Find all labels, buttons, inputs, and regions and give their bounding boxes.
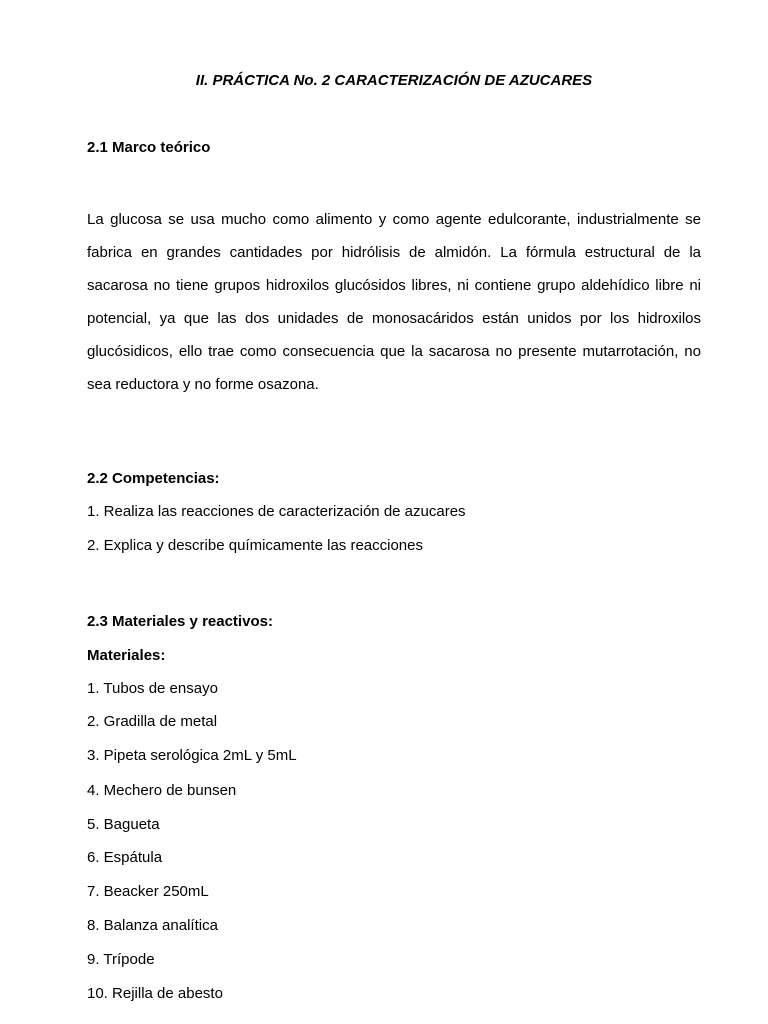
marco-teorico-paragraph: La glucosa se usa mucho como alimento y como agente edulcorante, industrialmente se fabrica en grandes cantidades por hidrólisis de almidón. La fórmula estructural de la sacarosa no tiene grupos hidroxilos glucósidos libres, ni contiene grupo aldehídico libre ni potencial, ya que las dos unidades de monosacáridos están unidos por los hidroxilos glucósidicos, ello trae como consecuencia que la sacarosa no presente mutarrotación, no sea reductora y no forme osazona. — [87, 211, 701, 393]
section-heading-materiales-reactivos: 2.3 Materiales y reactivos: — [87, 613, 273, 630]
material-item: 3. Pipeta serológica 2mL y 5mL — [87, 747, 297, 764]
material-item: 8. Balanza analítica — [87, 917, 218, 934]
material-item: 2. Gradilla de metal — [87, 713, 218, 730]
section-heading-competencias: 2.2 Competencias: — [87, 470, 220, 487]
material-item: 6. Espátula — [87, 849, 163, 866]
section-heading-marco-teorico: 2.1 Marco teórico — [87, 139, 211, 156]
material-item: 7. Beacker 250mL — [87, 883, 209, 900]
subheading-materiales: Materiales: — [87, 647, 166, 664]
competencia-item: 1. Realiza las reacciones de caracterización de azucares — [87, 503, 466, 520]
material-item: 4. Mechero de bunsen — [87, 782, 237, 799]
document-title: II. PRÁCTICA No. 2 CARACTERIZACIÓN DE AZUCARES — [195, 72, 593, 89]
material-item: 5. Bagueta — [87, 816, 160, 833]
material-item: 10. Rejilla de abesto — [87, 985, 223, 1002]
competencia-item: 2. Explica y describe químicamente las reacciones — [87, 537, 423, 554]
material-item: 9. Trípode — [87, 951, 155, 968]
material-item: 1. Tubos de ensayo — [87, 680, 218, 697]
